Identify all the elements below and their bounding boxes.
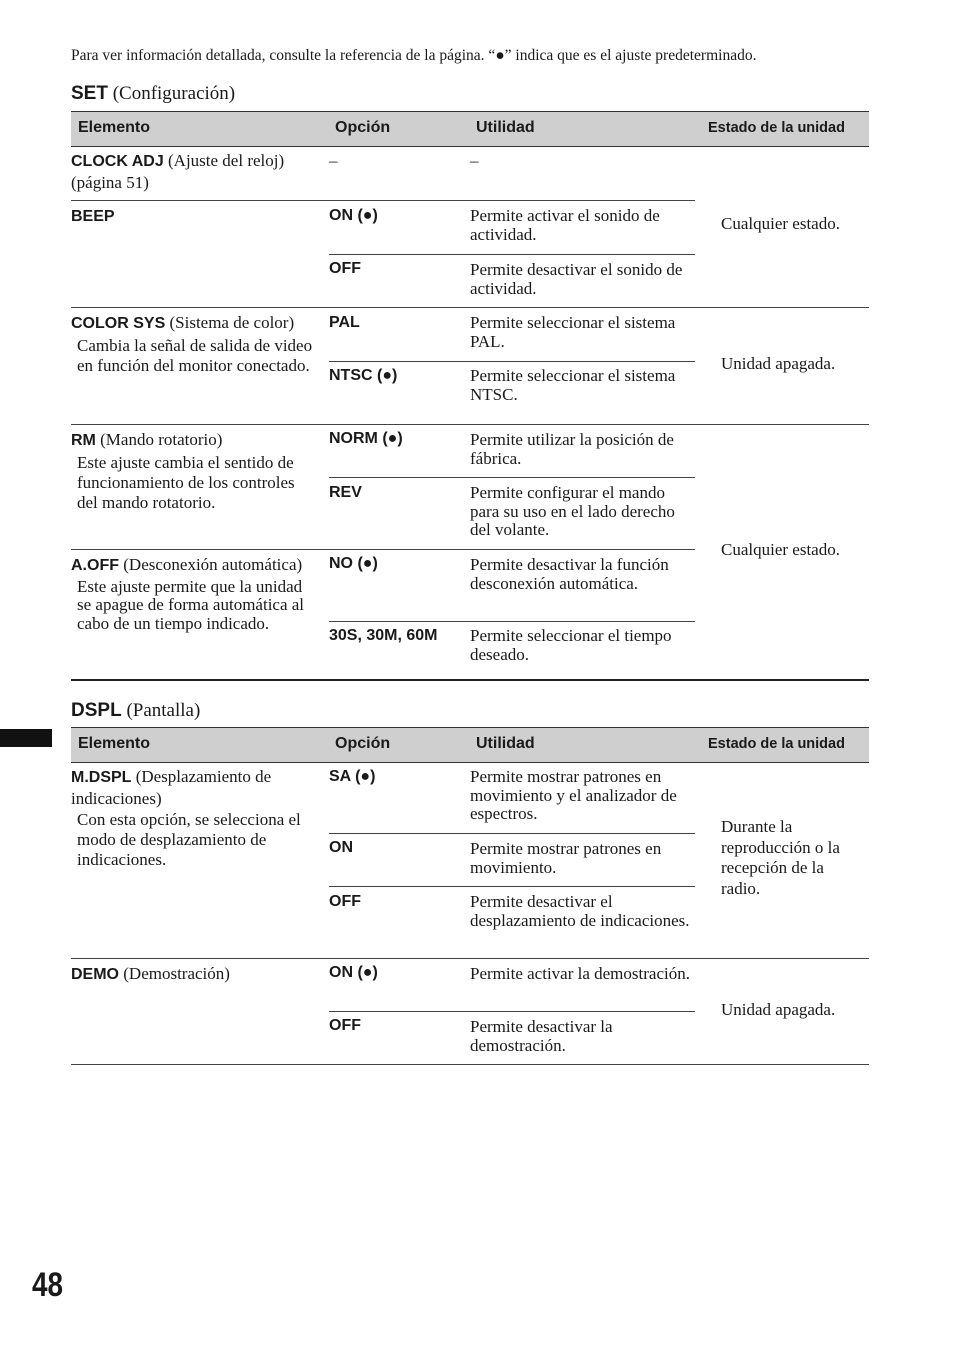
header-utilidad: Utilidad xyxy=(476,119,535,136)
option-divider xyxy=(329,833,695,834)
header-opcion: Opción xyxy=(335,735,391,752)
row-demo xyxy=(71,964,316,986)
option-off: OFF xyxy=(329,1017,361,1034)
option-off: OFF xyxy=(329,893,361,910)
element-name: A.OFF xyxy=(71,557,119,574)
row-beep xyxy=(71,206,316,228)
element-description: Este ajuste cambia el sentido de funcionamiento de los controles del mando rotatorio. xyxy=(77,452,295,512)
header-utilidad: Utilidad xyxy=(476,735,535,752)
table-header-set xyxy=(71,111,869,147)
option-divider xyxy=(329,254,695,255)
intro-note: Para ver información detallada, consulte la referencia de la página. “●” indica que es el ajuste predeterminado. xyxy=(71,47,757,64)
utility-text: Permite mostrar patrones en movimiento y el analizador de espectros. xyxy=(470,767,677,823)
row-divider xyxy=(71,200,695,201)
table-bottom-rule xyxy=(71,1064,869,1065)
element-description: Con esta opción, se selecciona el modo de desplazamiento de indicaciones. xyxy=(77,810,301,869)
option-divider xyxy=(329,886,695,887)
utility-text: Permite desactivar la demostración. xyxy=(470,1017,613,1055)
option-dash: – xyxy=(329,151,338,170)
element-subtitle: (Ajuste del reloj) (página 51) xyxy=(71,151,285,192)
header-estado: Estado de la unidad xyxy=(708,736,845,752)
header-elemento: Elemento xyxy=(78,735,151,752)
state-cell: Unidad apagada. xyxy=(721,354,836,373)
utility-text: Permite desactivar el sonido de actividad. xyxy=(470,260,683,298)
element-subtitle: (Desconexión automática) xyxy=(123,555,303,574)
element-description: Cambia la señal de salida de video en función del monitor conectado. xyxy=(77,335,313,375)
state-cell: Unidad apagada. xyxy=(721,1000,836,1019)
utility-text: Permite desactivar el desplazamiento de indicaciones. xyxy=(470,892,690,930)
element-subtitle: (Mando rotatorio) xyxy=(100,430,223,449)
row-color-sys xyxy=(71,313,316,376)
utility-text: Permite activar la demostración. xyxy=(470,964,690,983)
option-ntsc: NTSC (●) xyxy=(329,367,398,384)
row-divider xyxy=(71,307,869,308)
element-name: CLOCK ADJ xyxy=(71,153,164,170)
utility-text: Permite desactivar la función desconexión automática. xyxy=(470,555,669,593)
utility-text: Permite seleccionar el sistema PAL. xyxy=(470,313,676,351)
utility-text: Permite seleccionar el sistema NTSC. xyxy=(470,366,676,404)
element-name: DEMO xyxy=(71,966,119,983)
section-subtitle-dspl: (Pantalla) xyxy=(126,700,201,721)
header-opcion: Opción xyxy=(335,119,391,136)
row-a-off xyxy=(71,555,316,633)
option-pal: PAL xyxy=(329,314,360,331)
row-clock-adj xyxy=(71,151,316,193)
option-sa: SA (●) xyxy=(329,768,376,785)
state-cell: Cualquier estado. xyxy=(721,214,840,233)
utility-text: Permite configurar el mando para su uso en el lado derecho del volante. xyxy=(470,483,675,539)
row-divider xyxy=(71,424,869,425)
state-cell: Cualquier estado. xyxy=(721,540,840,559)
section-label-dspl: DSPL xyxy=(71,700,122,721)
option-divider xyxy=(329,621,695,622)
row-m-dspl xyxy=(71,767,316,870)
header-elemento: Elemento xyxy=(78,119,151,136)
option-divider xyxy=(329,361,695,362)
utility-dash: – xyxy=(470,151,479,170)
option-times: 30S, 30M, 60M xyxy=(329,627,438,644)
side-tab-marker xyxy=(0,729,52,747)
option-on: ON xyxy=(329,839,353,856)
element-name: COLOR SYS xyxy=(71,315,166,332)
table-header-dspl xyxy=(71,727,869,763)
header-estado: Estado de la unidad xyxy=(708,120,845,136)
option-norm: NORM (●) xyxy=(329,430,403,447)
utility-text: Permite utilizar la posición de fábrica. xyxy=(470,430,674,468)
option-on: ON (●) xyxy=(329,207,378,224)
option-divider xyxy=(329,477,695,478)
utility-text: Permite seleccionar el tiempo deseado. xyxy=(470,626,672,664)
table-bottom-rule xyxy=(71,679,869,681)
row-divider xyxy=(71,958,869,959)
option-divider xyxy=(329,1011,695,1012)
option-on: ON (●) xyxy=(329,964,378,981)
utility-text: Permite mostrar patrones en movimiento. xyxy=(470,839,662,877)
section-label-set: SET xyxy=(71,83,108,104)
option-rev: REV xyxy=(329,484,362,501)
element-name: RM xyxy=(71,432,96,449)
section-subtitle-set: (Configuración) xyxy=(112,83,236,104)
utility-text: Permite activar el sonido de actividad. xyxy=(470,206,660,244)
page-number: 48 xyxy=(32,1266,64,1304)
element-subtitle: (Sistema de color) xyxy=(169,313,295,332)
element-name: M.DSPL xyxy=(71,769,132,786)
row-divider xyxy=(71,549,695,550)
section-title-set xyxy=(71,83,235,105)
row-rm xyxy=(71,430,316,513)
option-off: OFF xyxy=(329,260,361,277)
section-title-dspl xyxy=(71,700,200,722)
state-cell: Durante la reproducción o la recepción de la radio. xyxy=(721,817,840,898)
element-subtitle: (Desplazamiento de indicaciones) xyxy=(71,767,272,808)
element-description: Este ajuste permite que la unidad se apague de forma automática al cabo de un tiempo indicado. xyxy=(77,576,305,633)
option-no: NO (●) xyxy=(329,555,378,572)
element-subtitle: (Demostración) xyxy=(123,964,230,983)
element-name: BEEP xyxy=(71,208,115,225)
